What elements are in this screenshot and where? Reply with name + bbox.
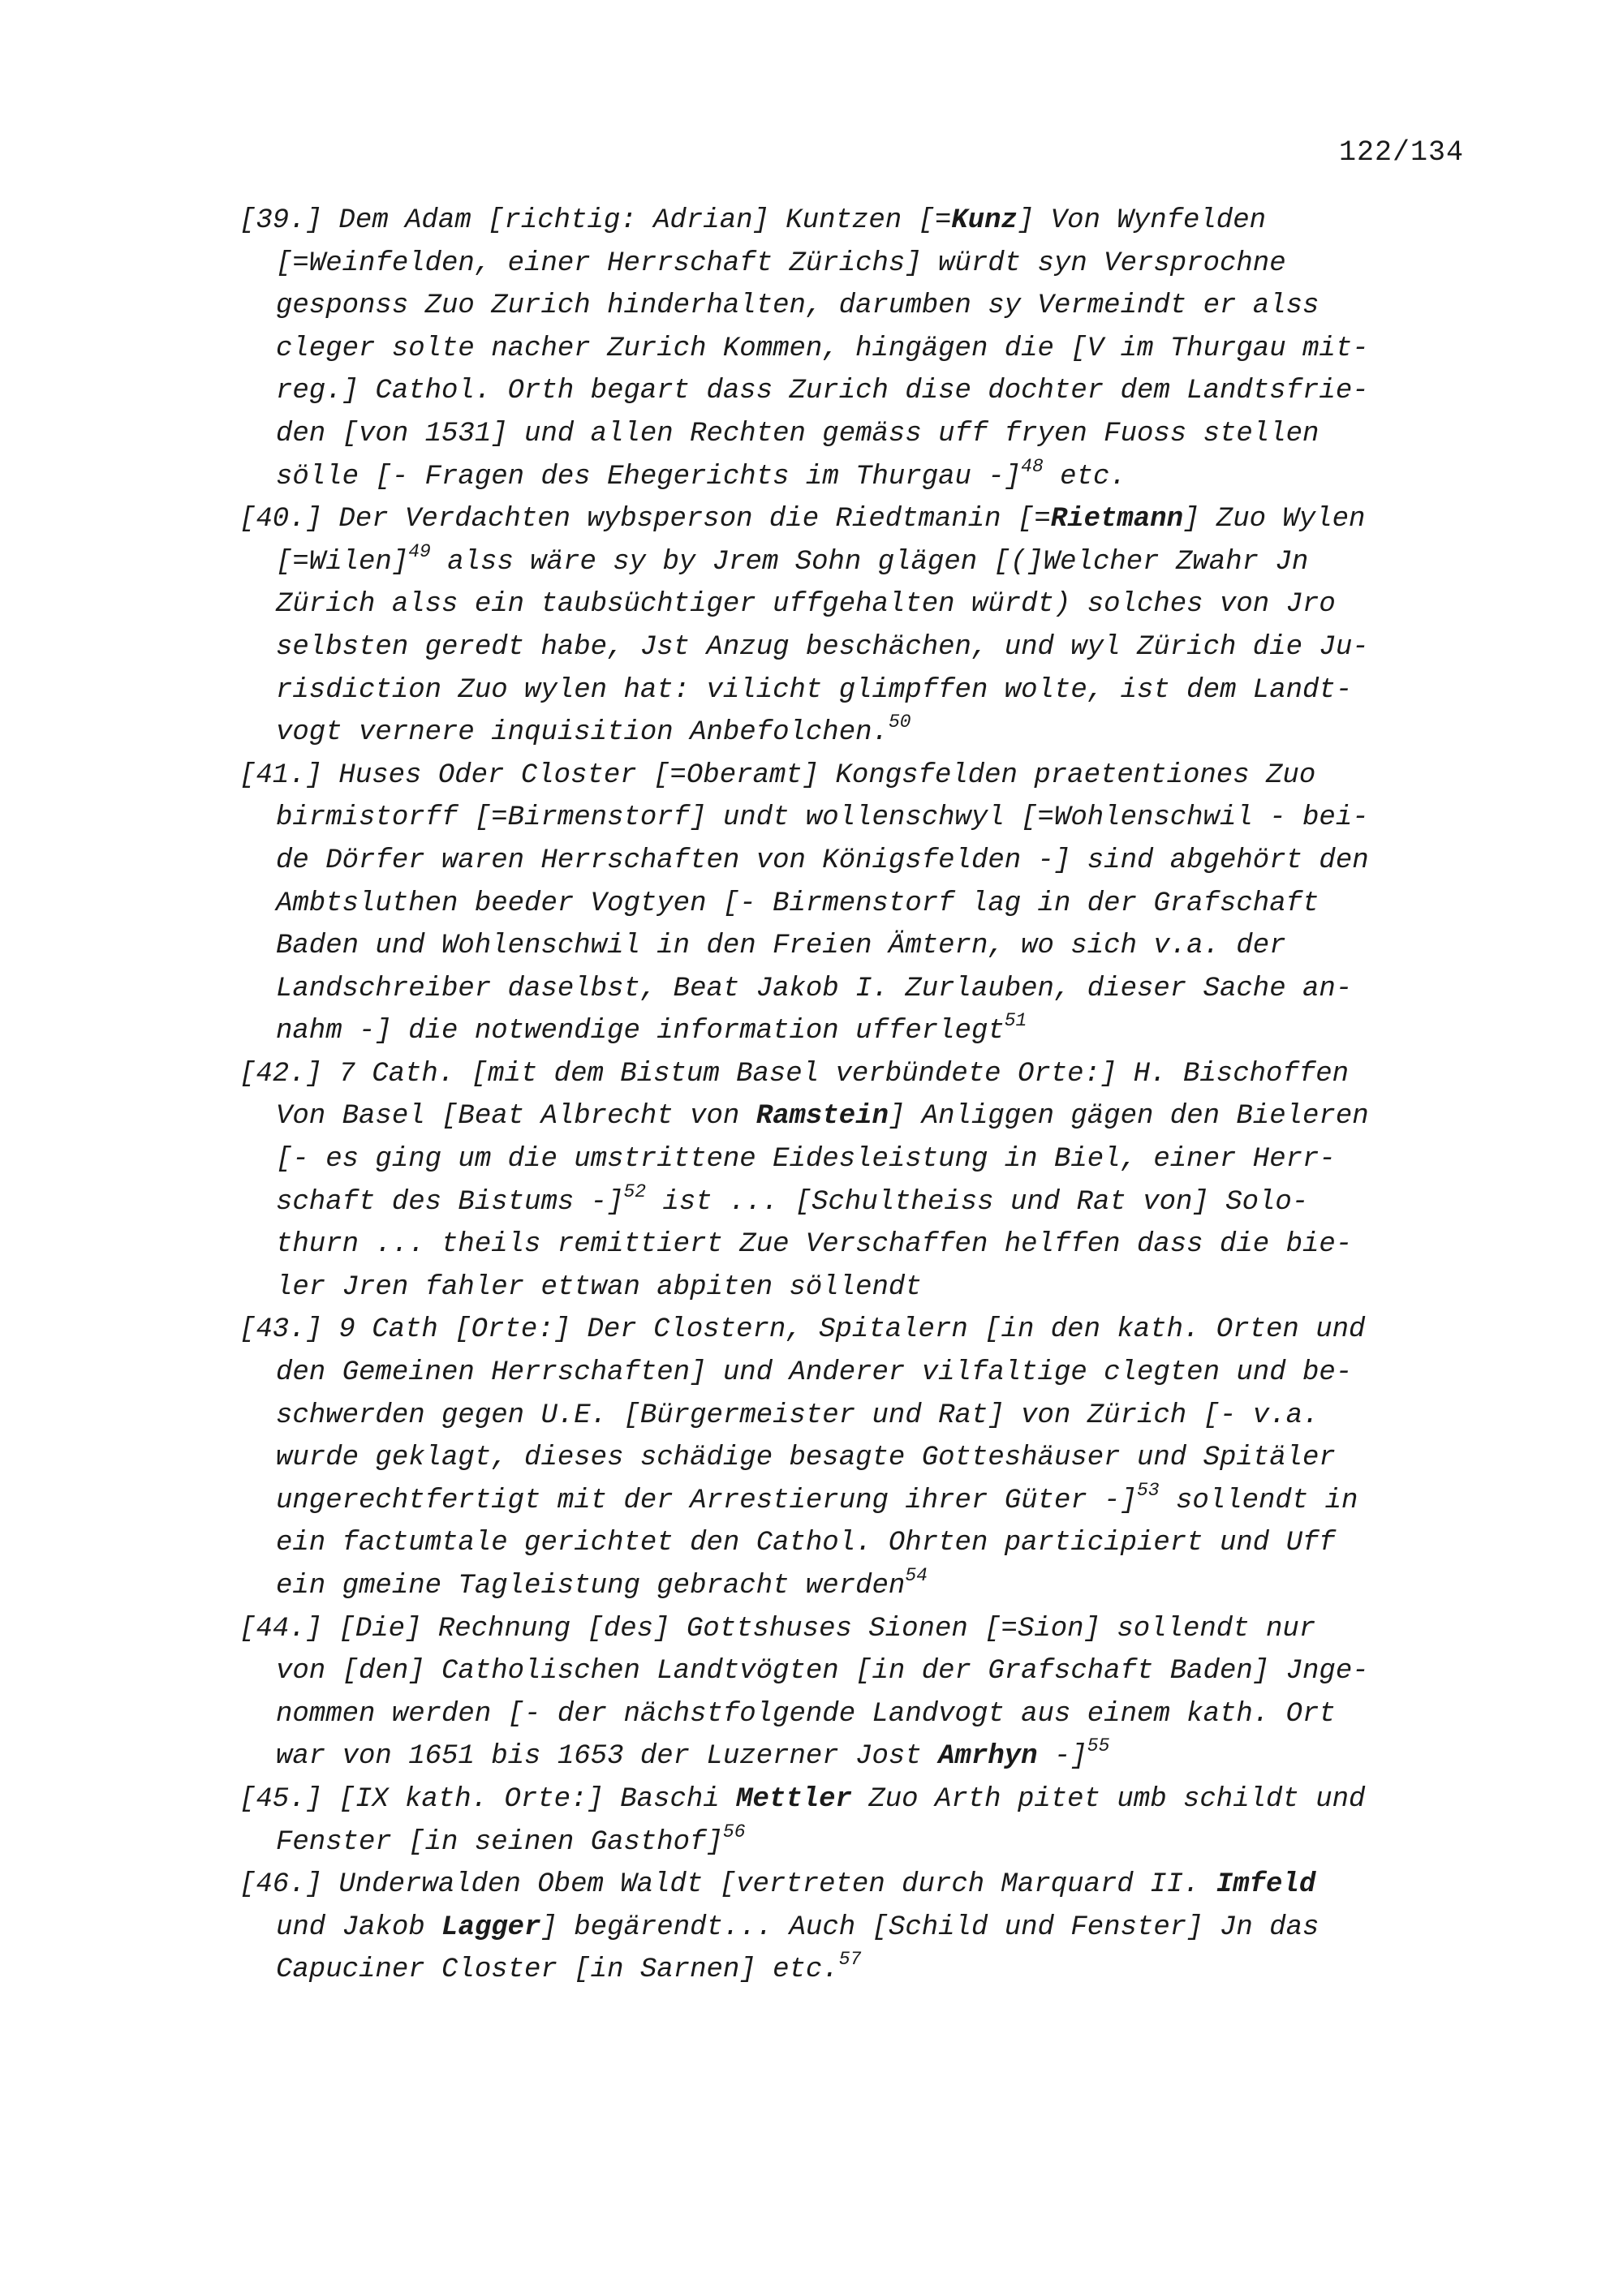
entry-line	[239, 1138, 1489, 1181]
entry-line	[239, 1907, 1489, 1950]
text-segment: wurde geklagt, dieses schädige besagte Gotteshäuser und Spitäler	[276, 1443, 1336, 1474]
text-segment: selbsten geredt habe, Jst Anzug beschächen, und wyl Zürich die Ju-	[276, 631, 1369, 663]
entry-line	[239, 1352, 1489, 1395]
text-segment: [41.] Huses Oder Closter [=Oberamt] Kongsfelden praetentiones Zuo	[239, 759, 1316, 791]
text-segment: etc.	[1043, 461, 1126, 492]
entry-line	[239, 1949, 1489, 1992]
text-segment: war von 1651 bis 1653 der Luzerner Jost	[276, 1741, 939, 1773]
entry-line	[239, 883, 1489, 926]
entry-line	[239, 1650, 1489, 1693]
text-segment: ler Jren fahler ettwan abpiten söllendt	[276, 1271, 922, 1303]
text-segment: sölle [- Fragen des Ehegerichts im Thurgau -]	[276, 461, 1022, 492]
text-segment: [=Wilen]	[276, 546, 409, 578]
entry-line	[239, 968, 1489, 1011]
text-segment: de Dörfer waren Herrschaften von Königsfelden -] sind abgehört den	[276, 845, 1369, 876]
footnote-ref: 53	[1136, 1479, 1160, 1501]
entries-list	[239, 200, 1489, 1992]
entry-line	[239, 1480, 1489, 1523]
entry-line	[239, 925, 1489, 968]
entry-line	[239, 541, 1489, 584]
text-segment: Landschreiber daselbst, Beat Jakob I. Zurlauben, dieser Sache an-	[276, 973, 1353, 1004]
entry-line	[239, 1693, 1489, 1736]
text-segment: reg.] Cathol. Orth begart dass Zurich dise dochter dem Landtsfrie-	[276, 376, 1369, 407]
text-segment: [42.] 7 Cath. [mit dem Bistum Basel verbündete Orte:] H. Bischoffen	[239, 1058, 1350, 1090]
text-segment: [=Weinfelden, einer Herrschaft Zürichs] würdt syn Versprochne	[276, 247, 1286, 279]
entry-line	[239, 1181, 1489, 1224]
bold-name: Amrhyn	[938, 1741, 1038, 1773]
text-segment: risdiction Zuo wylen hat: vilicht glimpffen wolte, ist dem Landt-	[276, 674, 1353, 706]
entry-line	[239, 413, 1489, 456]
entry-line	[239, 285, 1489, 328]
text-segment: schwerden gegen U.E. [Bürgermeister und Rat] von Zürich [- v.a.	[276, 1400, 1319, 1431]
entry-line	[239, 370, 1489, 413]
text-segment: ist ... [Schultheiss und Rat von] Solo-	[646, 1186, 1309, 1218]
text-segment: und Jakob	[276, 1911, 442, 1943]
footnote-ref: 50	[888, 712, 911, 733]
entry-line	[239, 1053, 1489, 1096]
entry-line	[239, 1095, 1489, 1138]
text-segment: den Gemeinen Herrschaften] und Anderer vilfaltige clegten und be-	[276, 1357, 1353, 1389]
text-segment: [39.] Dem Adam [richtig: Adrian] Kuntzen [=	[239, 205, 952, 236]
footnote-ref: 52	[623, 1180, 647, 1202]
entry-line	[239, 456, 1489, 499]
entry-line	[239, 669, 1489, 712]
entry-45	[239, 1778, 1489, 1864]
text-segment: Capuciner Closter [in Sarnen] etc.	[276, 1954, 839, 1986]
text-segment: Ambtsluthen beeder Vogtyen [- Birmenstorf lag in der Grafschaft	[276, 888, 1319, 919]
text-segment: von [den] Catholischen Landtvögten [in der Grafschaft Baden] Jnge-	[276, 1656, 1369, 1688]
footnote-ref: 57	[838, 1949, 862, 1971]
text-segment: Von Basel [Beat Albrecht von	[276, 1101, 756, 1133]
bold-name: Imfeld	[1216, 1869, 1316, 1901]
entry-42	[239, 1053, 1489, 1309]
entry-line	[239, 1735, 1489, 1778]
bold-name: Rietmann	[1050, 504, 1183, 535]
entry-line	[239, 712, 1489, 755]
entry-line	[239, 1565, 1489, 1608]
page-number: 122/134	[1339, 136, 1465, 169]
entry-40	[239, 498, 1489, 755]
text-segment: cleger solte nacher Zurich Kommen, hingägen die [V im Thurgau mit-	[276, 333, 1369, 364]
entry-line	[239, 498, 1489, 541]
footnote-ref: 51	[1004, 1010, 1027, 1032]
footnote-ref: 54	[905, 1565, 928, 1586]
entry-line	[239, 200, 1489, 243]
text-segment: alss wäre sy by Jrem Sohn glägen [(]Welcher Zwahr Jn	[430, 546, 1309, 578]
text-segment: ein gmeine Tagleistung gebracht werden	[276, 1571, 906, 1602]
text-segment: ] Zuo Wylen	[1183, 504, 1366, 535]
entry-line	[239, 797, 1489, 840]
bold-name: Mettler	[736, 1783, 852, 1815]
entry-line	[239, 1821, 1489, 1864]
entry-line	[239, 755, 1489, 798]
text-segment: sollendt in	[1159, 1485, 1358, 1516]
text-segment: Zuo Arth pitet umb schildt und	[851, 1783, 1366, 1815]
entry-line	[239, 1864, 1489, 1907]
text-segment: gesponss Zuo Zurich hinderhalten, darumben sy Vermeindt er alss	[276, 290, 1319, 322]
footnote-ref: 56	[722, 1821, 746, 1842]
text-segment: [46.] Underwalden Obem Waldt [vertreten durch Marquard II.	[239, 1869, 1216, 1901]
text-segment: nommen werden [- der nächstfolgende Landvogt aus einem kath. Ort	[276, 1698, 1336, 1730]
bold-name: Kunz	[951, 205, 1018, 236]
entry-46	[239, 1864, 1489, 1992]
text-segment: ein factumtale gerichtet den Cathol. Ohrten participiert und Uff	[276, 1528, 1336, 1559]
entry-line	[239, 1395, 1489, 1438]
footnote-ref: 48	[1021, 455, 1044, 477]
entry-44	[239, 1608, 1489, 1778]
text-segment: birmistorff [=Birmenstorf] undt wollenschwyl [=Wohlenschwil - bei-	[276, 802, 1369, 834]
bold-name: Ramstein	[756, 1101, 889, 1133]
entry-line	[239, 1010, 1489, 1053]
text-segment: den [von 1531] und allen Rechten gemäss uff fryen Fuoss stellen	[276, 418, 1319, 449]
bold-name: Lagger	[441, 1911, 541, 1943]
entry-line	[239, 1266, 1489, 1309]
entry-line	[239, 1223, 1489, 1266]
entry-line	[239, 1437, 1489, 1480]
entry-line	[239, 840, 1489, 883]
text-segment: [45.] [IX kath. Orte:] Baschi	[239, 1783, 737, 1815]
text-segment: nahm -] die notwendige information ufferlegt	[276, 1016, 1005, 1047]
text-segment: vogt vernere inquisition Anbefolchen.	[276, 717, 889, 749]
text-segment: Baden und Wohlenschwil in den Freien Ämtern, wo sich v.a. der	[276, 931, 1286, 962]
footnote-ref: 49	[408, 540, 431, 562]
entry-line	[239, 243, 1489, 286]
text-segment: ] begärendt... Auch [Schild und Fenster] Jn das	[540, 1911, 1319, 1943]
footnote-ref: 55	[1087, 1735, 1110, 1757]
text-segment: thurn ... theils remittiert Zue Verschaffen helffen dass die bie-	[276, 1229, 1353, 1261]
entry-line	[239, 1522, 1489, 1565]
entry-line	[239, 1608, 1489, 1651]
text-segment: [44.] [Die] Rechnung [des] Gottshuses Sionen [=Sion] sollendt nur	[239, 1613, 1316, 1645]
text-segment: [- es ging um die umstrittene Eidesleistung in Biel, einer Herr-	[276, 1144, 1336, 1176]
entry-41	[239, 755, 1489, 1053]
entry-line	[239, 583, 1489, 626]
text-segment: Zürich alss ein taubsüchtiger uffgehalten würdt) solches von Jro	[276, 589, 1336, 621]
text-segment: schaft des Bistums -]	[276, 1186, 624, 1218]
text-segment: Fenster [in seinen Gasthof]	[276, 1826, 723, 1858]
entry-line	[239, 1309, 1489, 1352]
text-segment: [40.] Der Verdachten wybsperson die Riedtmanin [=	[239, 504, 1051, 535]
entry-line	[239, 328, 1489, 371]
text-segment: -]	[1037, 1741, 1087, 1773]
text-segment: [43.] 9 Cath [Orte:] Der Clostern, Spitalern [in den kath. Orten und	[239, 1314, 1366, 1346]
text-segment: ungerechtfertigt mit der Arrestierung ihrer Güter -]	[276, 1485, 1137, 1516]
text-segment: ] Von Wynfelden	[1017, 205, 1267, 236]
entry-line	[239, 1778, 1489, 1821]
entry-line	[239, 626, 1489, 669]
entry-39	[239, 200, 1489, 498]
entry-43	[239, 1309, 1489, 1607]
text-segment: ] Anliggen gägen den Bieleren	[888, 1101, 1369, 1133]
